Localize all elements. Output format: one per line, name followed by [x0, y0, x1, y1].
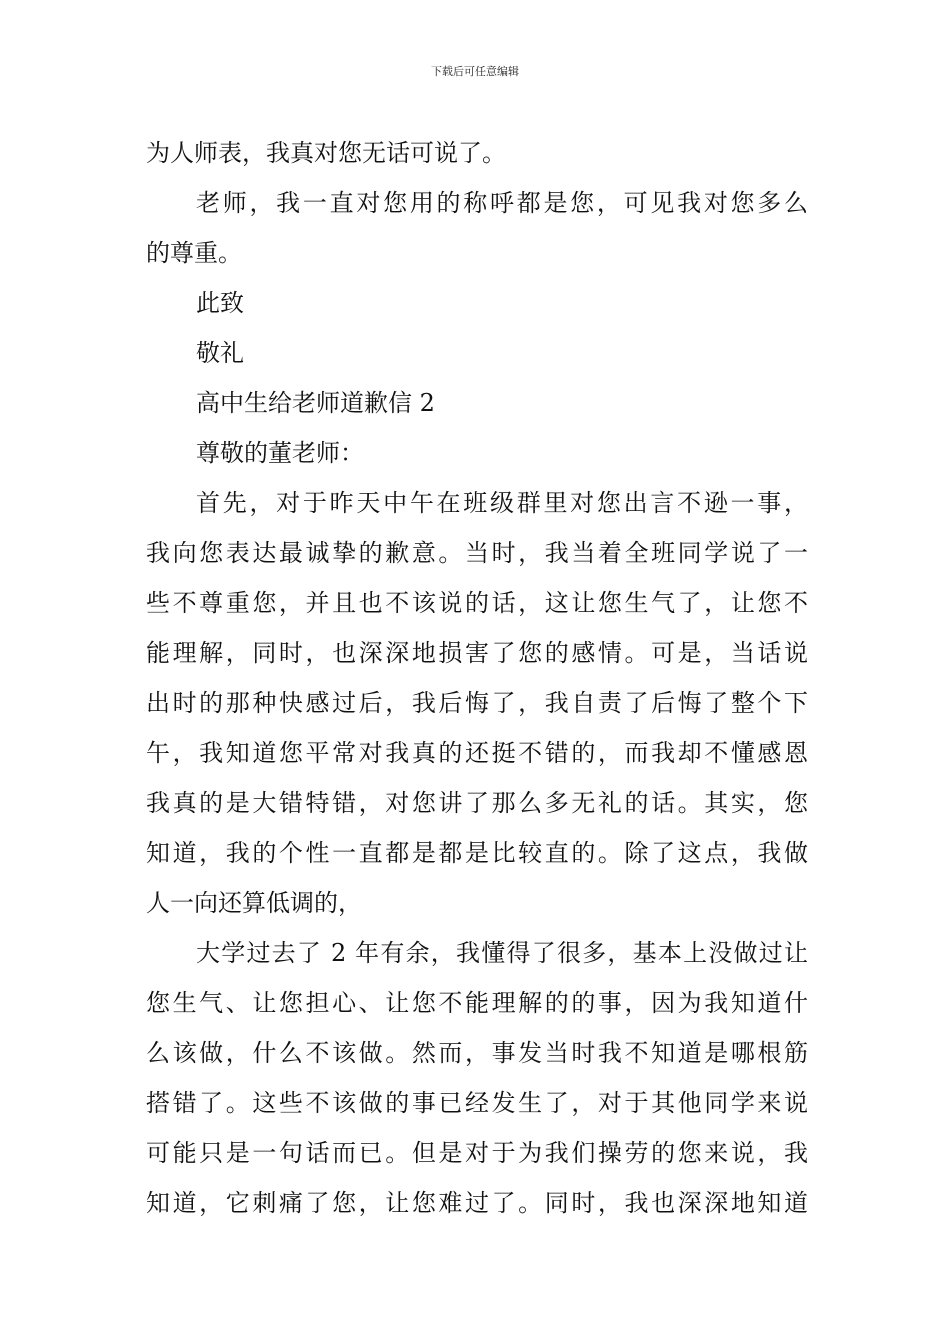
text-line: 我真的是大错特错，对您讲了那么多无礼的话。其实，您 [146, 789, 808, 817]
text-line: 搭错了。这些不该做的事已经发生了，对于其他同学来说 [146, 1089, 808, 1117]
page-header: 下载后可任意编辑 [431, 65, 519, 78]
text-line: 此致 [196, 289, 244, 317]
letter-body [146, 128, 808, 1228]
text-line: 能理解，同时，也深深地损害了您的感情。可是，当话说 [146, 639, 808, 667]
text-line: 大学过去了 2 年有余，我懂得了很多，基本上没做过让 [196, 939, 808, 967]
text-line: 知道，它刺痛了您，让您难过了。同时，我也深深地知道 [146, 1189, 808, 1217]
text-line: 的尊重。 [146, 239, 242, 267]
text-line: 可能只是一句话而已。但是对于为我们操劳的您来说，我 [146, 1139, 808, 1167]
text-line: 为人师表，我真对您无话可说了。 [146, 139, 506, 167]
text-line: 尊敬的董老师： [196, 439, 364, 467]
text-line: 午，我知道您平常对我真的还挺不错的，而我却不懂感恩 [146, 739, 808, 767]
text-line: 出时的那种快感过后，我后悔了，我自责了后悔了整个下 [146, 689, 808, 717]
text-line: 么该做，什么不该做。然而，事发当时我不知道是哪根筋 [146, 1039, 808, 1067]
text-line: 老师，我一直对您用的称呼都是您，可见我对您多么 [196, 189, 808, 217]
text-line: 您生气、让您担心、让您不能理解的的事，因为我知道什 [146, 989, 808, 1017]
text-line: 我向您表达最诚挚的歉意。当时，我当着全班同学说了一 [146, 539, 808, 567]
text-line: 人一向还算低调的， [146, 889, 362, 917]
text-line: 些不尊重您，并且也不该说的话，这让您生气了，让您不 [146, 589, 808, 617]
text-line: 首先，对于昨天中午在班级群里对您出言不逊一事， [196, 489, 808, 517]
text-line: 敬礼 [196, 339, 244, 367]
text-line: 知道，我的个性一直都是都是比较直的。除了这点，我做 [146, 839, 808, 867]
text-line: 高中生给老师道歉信 2 [196, 389, 435, 417]
